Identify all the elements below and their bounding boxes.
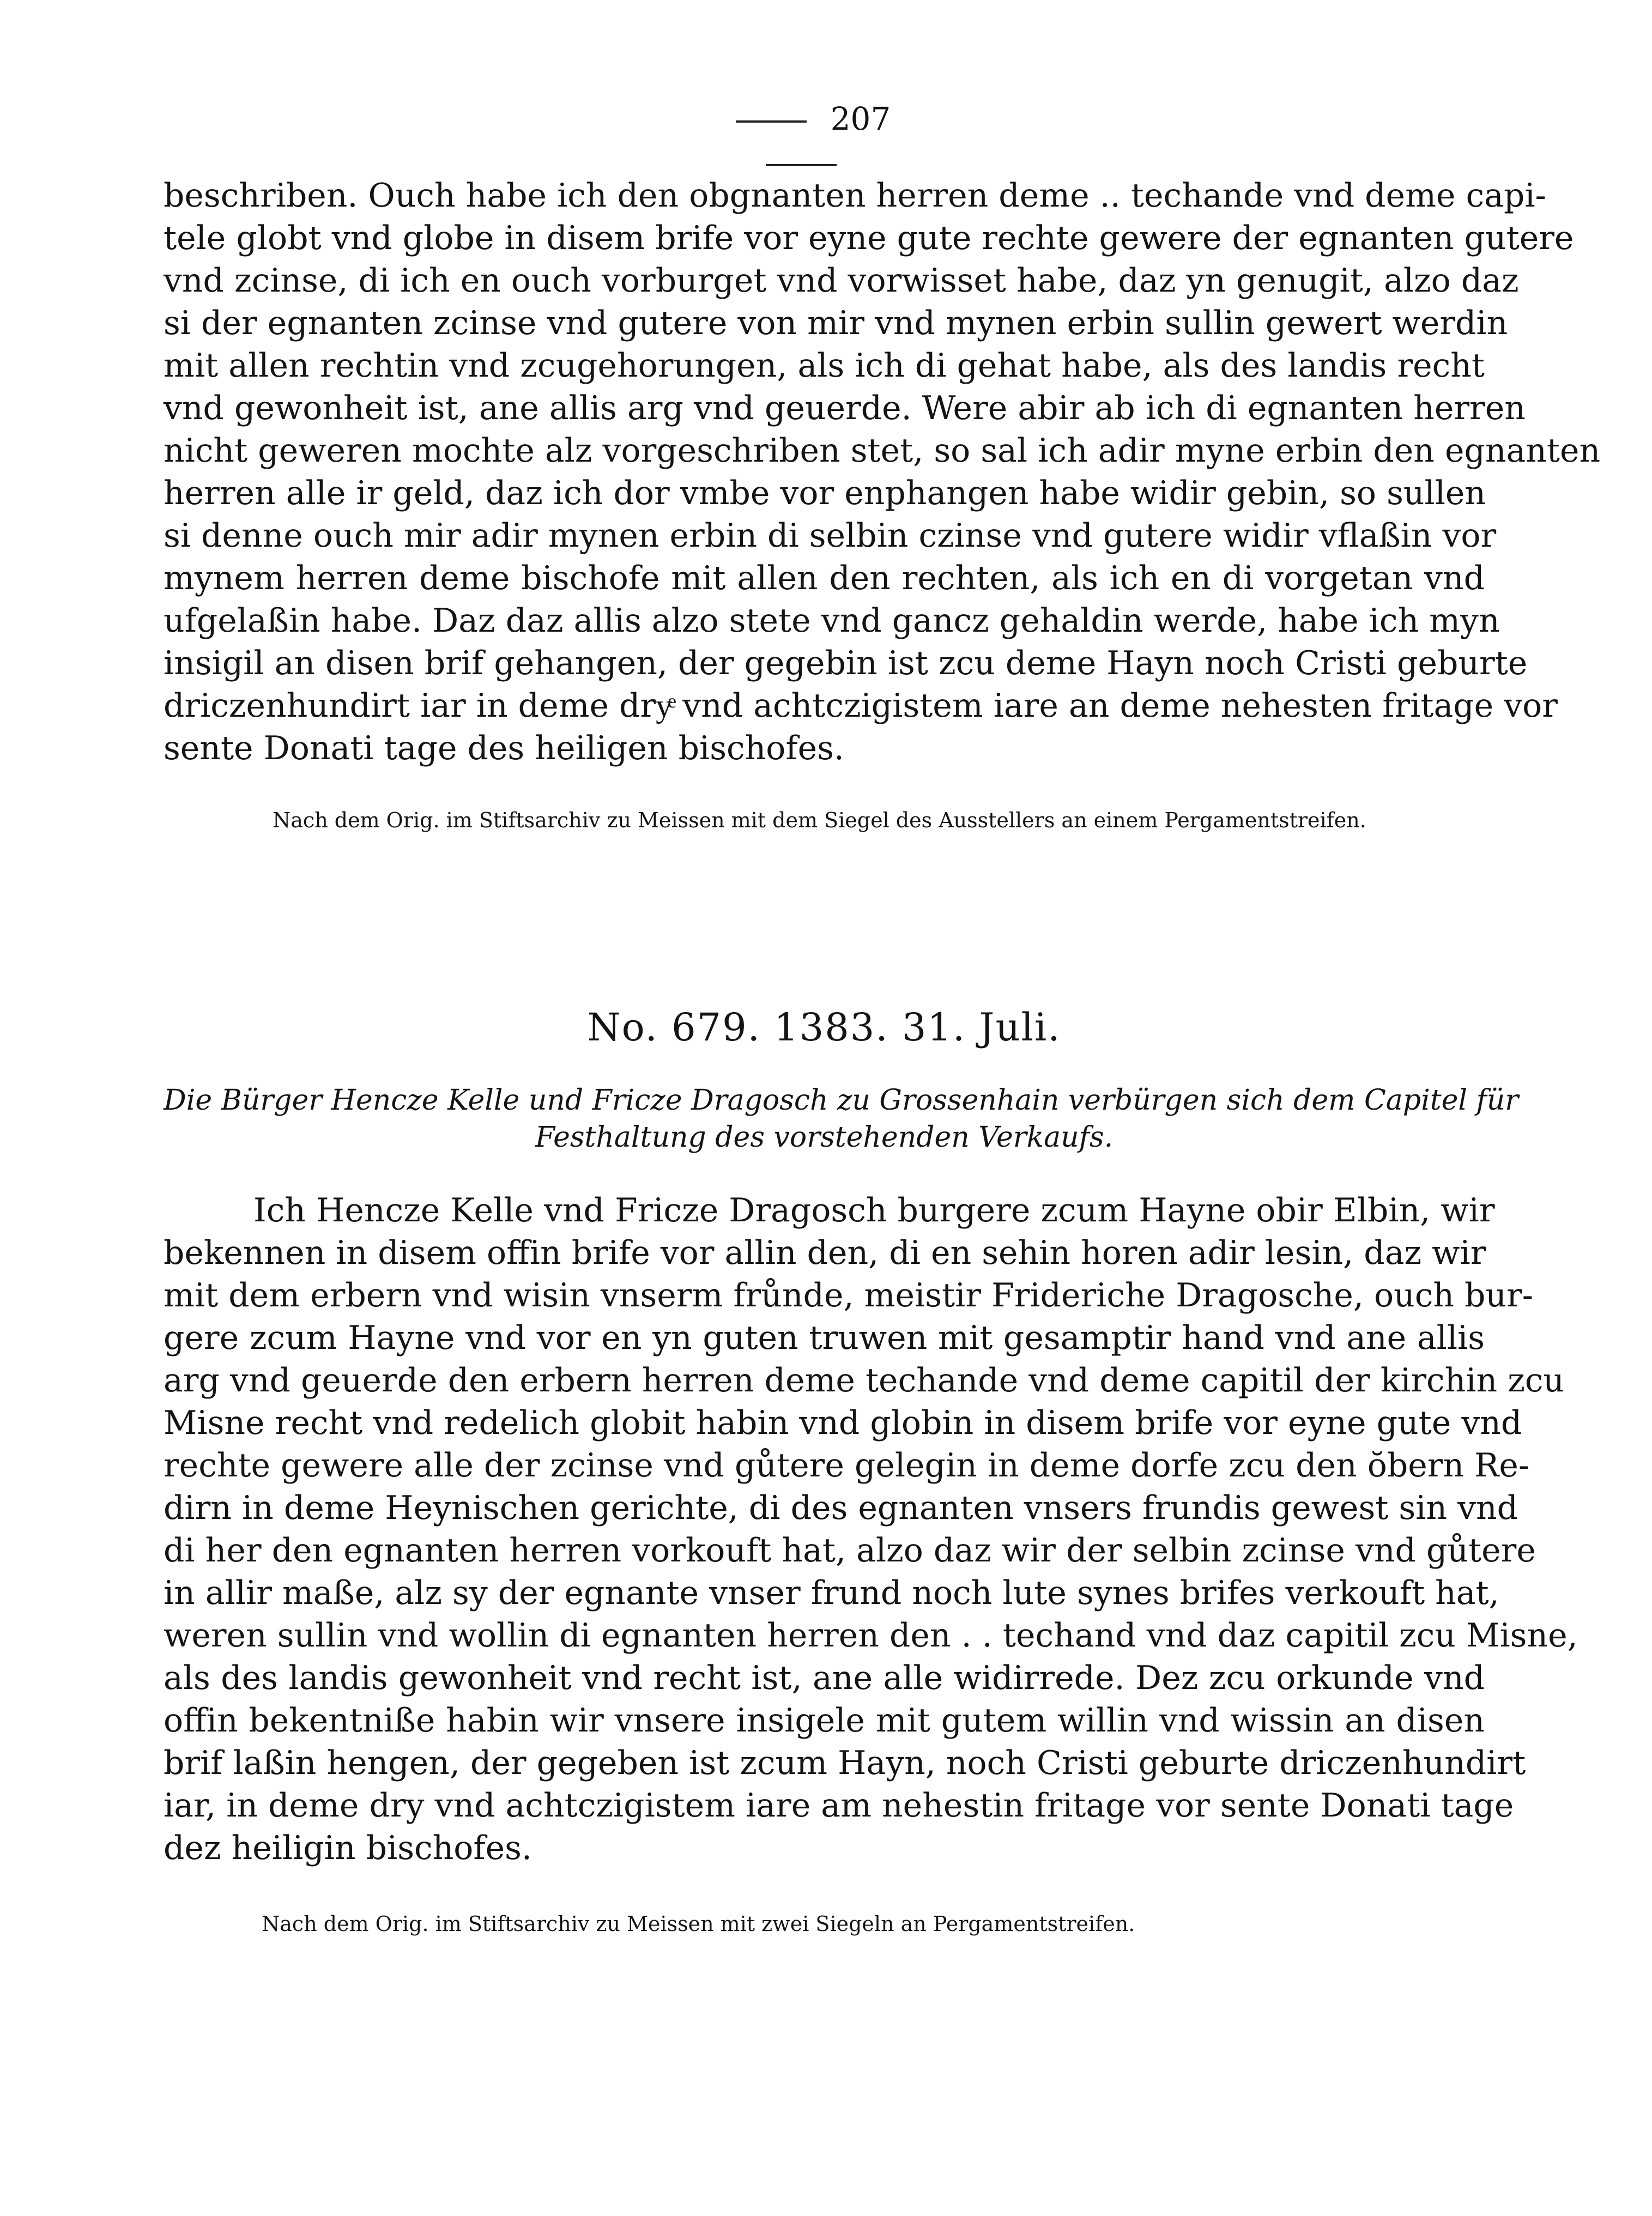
text-line: mit dem erbern vnd wisin vnserm frůnde, meistir Frideriche Dragosche, ouch bur- bbox=[164, 1276, 1534, 1315]
text-line: herren alle ir geld, daz ich dor vmbe vor enphangen habe widir gebin, so sullen bbox=[164, 474, 1486, 512]
page-number-dash-left bbox=[736, 120, 807, 123]
text-line: iar, in deme dry vnd achtczigistem iare am nehestin fritage vor sente Donati tage bbox=[164, 1787, 1514, 1825]
text-line: gere zcum Hayne vnd vor en yn guten truwen mit gesamptir hand vnd ane allis bbox=[164, 1319, 1485, 1357]
text-line: si denne ouch mir adir mynen erbin di selbin czinse vnd gutere widir vflaßin vor bbox=[164, 517, 1497, 555]
text-line: bekennen in disem offin brife vor allin den, di en sehin horen adir lesin, daz wir bbox=[164, 1234, 1486, 1272]
text-line: Ich Hencze Kelle vnd Fricze Dragosch burgere zcum Hayne obir Elbin, wir bbox=[253, 1191, 1495, 1230]
source-note-678: Nach dem Orig. im Stiftsarchiv zu Meissen mit dem Siegel des Ausstellers an einem Pergamentstreifen. bbox=[273, 808, 1366, 832]
text-line: dez heiligin bischofes. bbox=[164, 1829, 532, 1867]
document-679-heading: No. 679. 1383. 31. Juli. bbox=[587, 1005, 1061, 1050]
document-678-text-continued bbox=[164, 174, 1601, 770]
text-line: insigil an disen brif gehangen, der gegebin ist zcu deme Hayn noch Cristi geburte bbox=[164, 644, 1528, 682]
text-line: mynem herren deme bischofe mit allen den rechten, als ich en di vorgetan vnd bbox=[164, 559, 1485, 597]
text-line: in allir maße, alz sy der egnante vnser frund noch lute synes brifes verkouft hat, bbox=[164, 1574, 1499, 1612]
text-line: als des landis gewonheit vnd recht ist, ane alle widirrede. Dez zcu orkunde vnd bbox=[164, 1659, 1485, 1697]
text-line: offin bekentniße habin wir vnsere insigele mit gutem willin vnd wissin an disen bbox=[164, 1702, 1485, 1740]
text-line: brif laßin hengen, der gegeben ist zcum Hayn, noch Cristi geburte driczenhundirt bbox=[164, 1744, 1526, 1782]
text-line: driczenhundirt iar in deme dryͤ vnd achtczigistem iare an deme nehesten fritage vor bbox=[164, 687, 1558, 725]
page-number-text: 207 bbox=[830, 100, 891, 137]
page-number-dash-right bbox=[766, 164, 837, 166]
text-line: dirn in deme Heynischen gerichte, di des egnanten vnsers frundis gewest sin vnd bbox=[164, 1489, 1518, 1527]
text-line: di her den egnanten herren vorkouft hat, alzo daz wir der selbin zcinse vnd gůtere bbox=[164, 1531, 1536, 1570]
text-line: vnd zcinse, di ich en ouch vorburget vnd vorwisset habe, daz yn genugit, alzo daz bbox=[164, 262, 1519, 300]
text-line: beschriben. Ouch habe ich den obgnanten herren deme .. techande vnd deme capi- bbox=[164, 177, 1546, 215]
text-line: arg vnd geuerde den erbern herren deme techande vnd deme capitil der kirchin zcu bbox=[164, 1361, 1565, 1400]
document-679-text bbox=[164, 1189, 1578, 1869]
text-line: mit allen rechtin vnd zcugehorungen, als ich di gehat habe, als des landis recht bbox=[164, 347, 1485, 385]
text-line: vnd gewonheit ist, ane allis arg vnd geuerde. Were abir ab ich di egnanten herren bbox=[164, 389, 1526, 427]
source-note-679: Nach dem Orig. im Stiftsarchiv zu Meissen mit zwei Siegeln an Pergamentstreifen. bbox=[262, 1912, 1135, 1936]
text-line: tele globt vnd globe in disem brife vor eyne gute rechte gewere der egnanten gutere bbox=[164, 219, 1574, 257]
text-line: ufgelaßin habe. Daz daz allis alzo stete vnd gancz gehaldin werde, habe ich myn bbox=[164, 602, 1500, 640]
page-number bbox=[681, 97, 921, 184]
text-line: sente Donati tage des heiligen bischofes. bbox=[164, 729, 844, 767]
text-line: nicht geweren mochte alz vorgeschriben stet, so sal ich adir myne erbin den egnanten bbox=[164, 432, 1601, 470]
text-line: rechte gewere alle der zcinse vnd gůtere gelegin in deme dorfe zcu den ŏbern Re- bbox=[164, 1446, 1530, 1485]
text-line: si der egnanten zcinse vnd gutere von mir vnd mynen erbin sullin gewert werdin bbox=[164, 304, 1508, 342]
text-line: Misne recht vnd redelich globit habin vnd globin in disem brife vor eyne gute vnd bbox=[164, 1404, 1522, 1442]
text-line: weren sullin vnd wollin di egnanten herren den . . techand vnd daz capitil zcu Misne, bbox=[164, 1616, 1578, 1655]
summary-line: Die Bürger Hencze Kelle und Fricze Dragosch zu Grossenhain verbürgen sich dem Capitel für bbox=[164, 1084, 1519, 1117]
summary-line: Festhaltung des vorstehenden Verkaufs. bbox=[535, 1121, 1114, 1154]
